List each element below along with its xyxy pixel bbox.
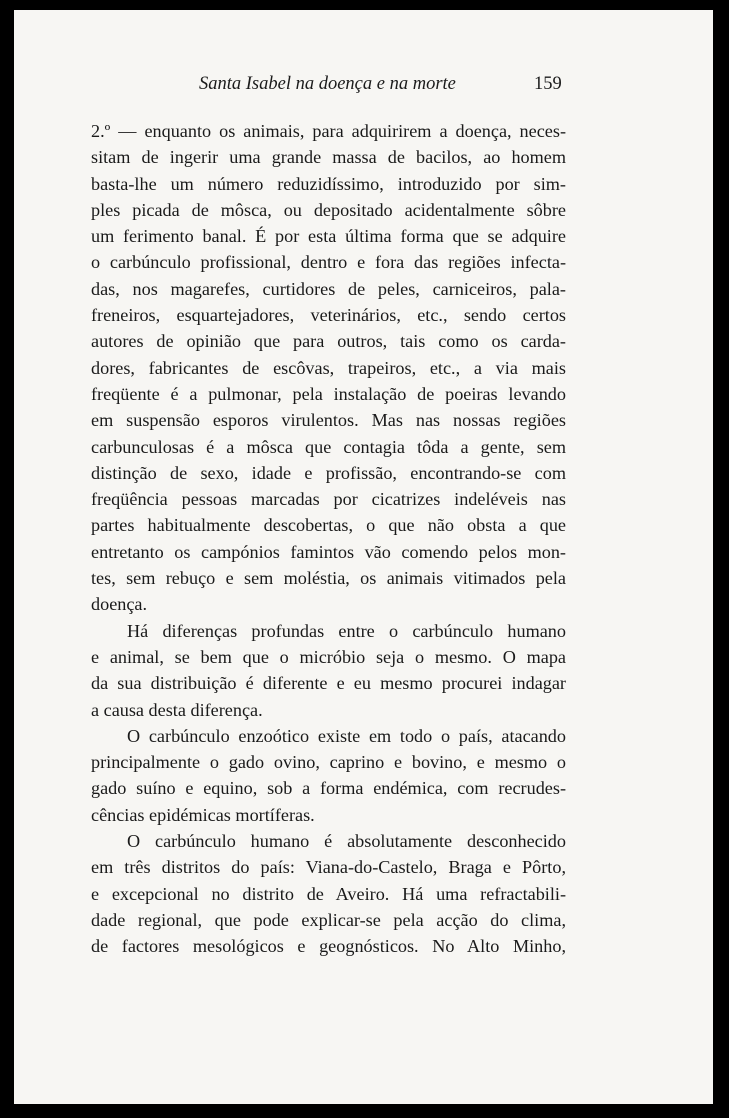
paragraph (91, 828, 566, 959)
text-line: e animal, se bem que o micróbio seja o mesmo. O mapa (91, 646, 566, 667)
body-text (91, 118, 566, 960)
text-line: distinção de sexo, idade e profissão, encontrando-se com (91, 462, 566, 483)
text-line: freqüência pessoas marcadas por cicatrizes indeléveis nas (91, 489, 566, 510)
text-line: o carbúnculo profissional, dentro e fora das regiões infecta- (91, 252, 566, 273)
text-line: tes, sem rebuço e sem moléstia, os animais vitimados pela (91, 568, 566, 589)
book-page (14, 10, 713, 1104)
text-line: e excepcional no distrito de Aveiro. Há uma refractabili- (91, 883, 566, 904)
text-line: autores de opinião que para outros, tais como os carda- (91, 331, 566, 352)
text-line: doença. (91, 594, 148, 615)
page-number: 159 (534, 74, 562, 94)
paragraph (91, 118, 566, 618)
text-line: entretanto os campónios famintos vão comendo pelos mon- (91, 541, 566, 562)
text-line: principalmente o gado ovino, caprino e bovino, e mesmo o (91, 752, 566, 773)
text-line: gado suíno e equino, sob a forma endémica, com recrudes- (91, 778, 566, 799)
text-line: ples picada de môsca, ou depositado acidentalmente sôbre (91, 199, 566, 220)
text-line: O carbúnculo humano é absolutamente desconhecido (127, 831, 566, 852)
paragraph (91, 618, 566, 723)
text-line: das, nos magarefes, curtidores de peles, carniceiros, pala- (91, 278, 566, 299)
text-line: um ferimento banal. É por esta última forma que se adquire (91, 226, 566, 247)
text-line: dores, fabricantes de escôvas, trapeiros, etc., a via mais (91, 357, 566, 378)
text-line: partes habitualmente descobertas, o que não obsta a que (91, 515, 566, 536)
text-line: em três distritos do país: Viana-do-Castelo, Braga e Pôrto, (91, 857, 566, 878)
text-line: 2.º — enquanto os animais, para adquirirem a doença, neces- (91, 121, 566, 141)
page-header (14, 70, 713, 100)
text-line: da sua distribuição é diferente e eu mesmo procurei indagar (91, 673, 566, 694)
text-line: sitam de ingerir uma grande massa de bacilos, ao homem (91, 147, 566, 168)
text-line: O carbúnculo enzoótico existe em todo o país, atacando (127, 725, 566, 746)
text-line: a causa desta diferença. (91, 699, 263, 720)
text-line: basta-lhe um número reduzidíssimo, introduzido por sim- (91, 173, 566, 194)
text-line: freneiros, esquartejadores, veterinários, etc., sendo certos (91, 305, 566, 326)
text-line: carbunculosas é a môsca que contagia tôda a gente, sem (91, 436, 566, 457)
paragraph (91, 723, 566, 828)
text-line: em suspensão esporos virulentos. Mas nas nossas regiões (91, 410, 566, 431)
running-title: Santa Isabel na doença e na morte (199, 74, 456, 94)
text-line: dade regional, que pode explicar-se pela acção do clima, (91, 909, 566, 930)
text-line: cências epidémicas mortíferas. (91, 804, 315, 825)
text-line: Há diferenças profundas entre o carbúnculo humano (127, 620, 566, 641)
text-line: de factores mesológicos e geognósticos. No Alto Minho, (91, 936, 566, 957)
text-line: freqüente é a pulmonar, pela instalação de poeiras levando (91, 383, 566, 404)
